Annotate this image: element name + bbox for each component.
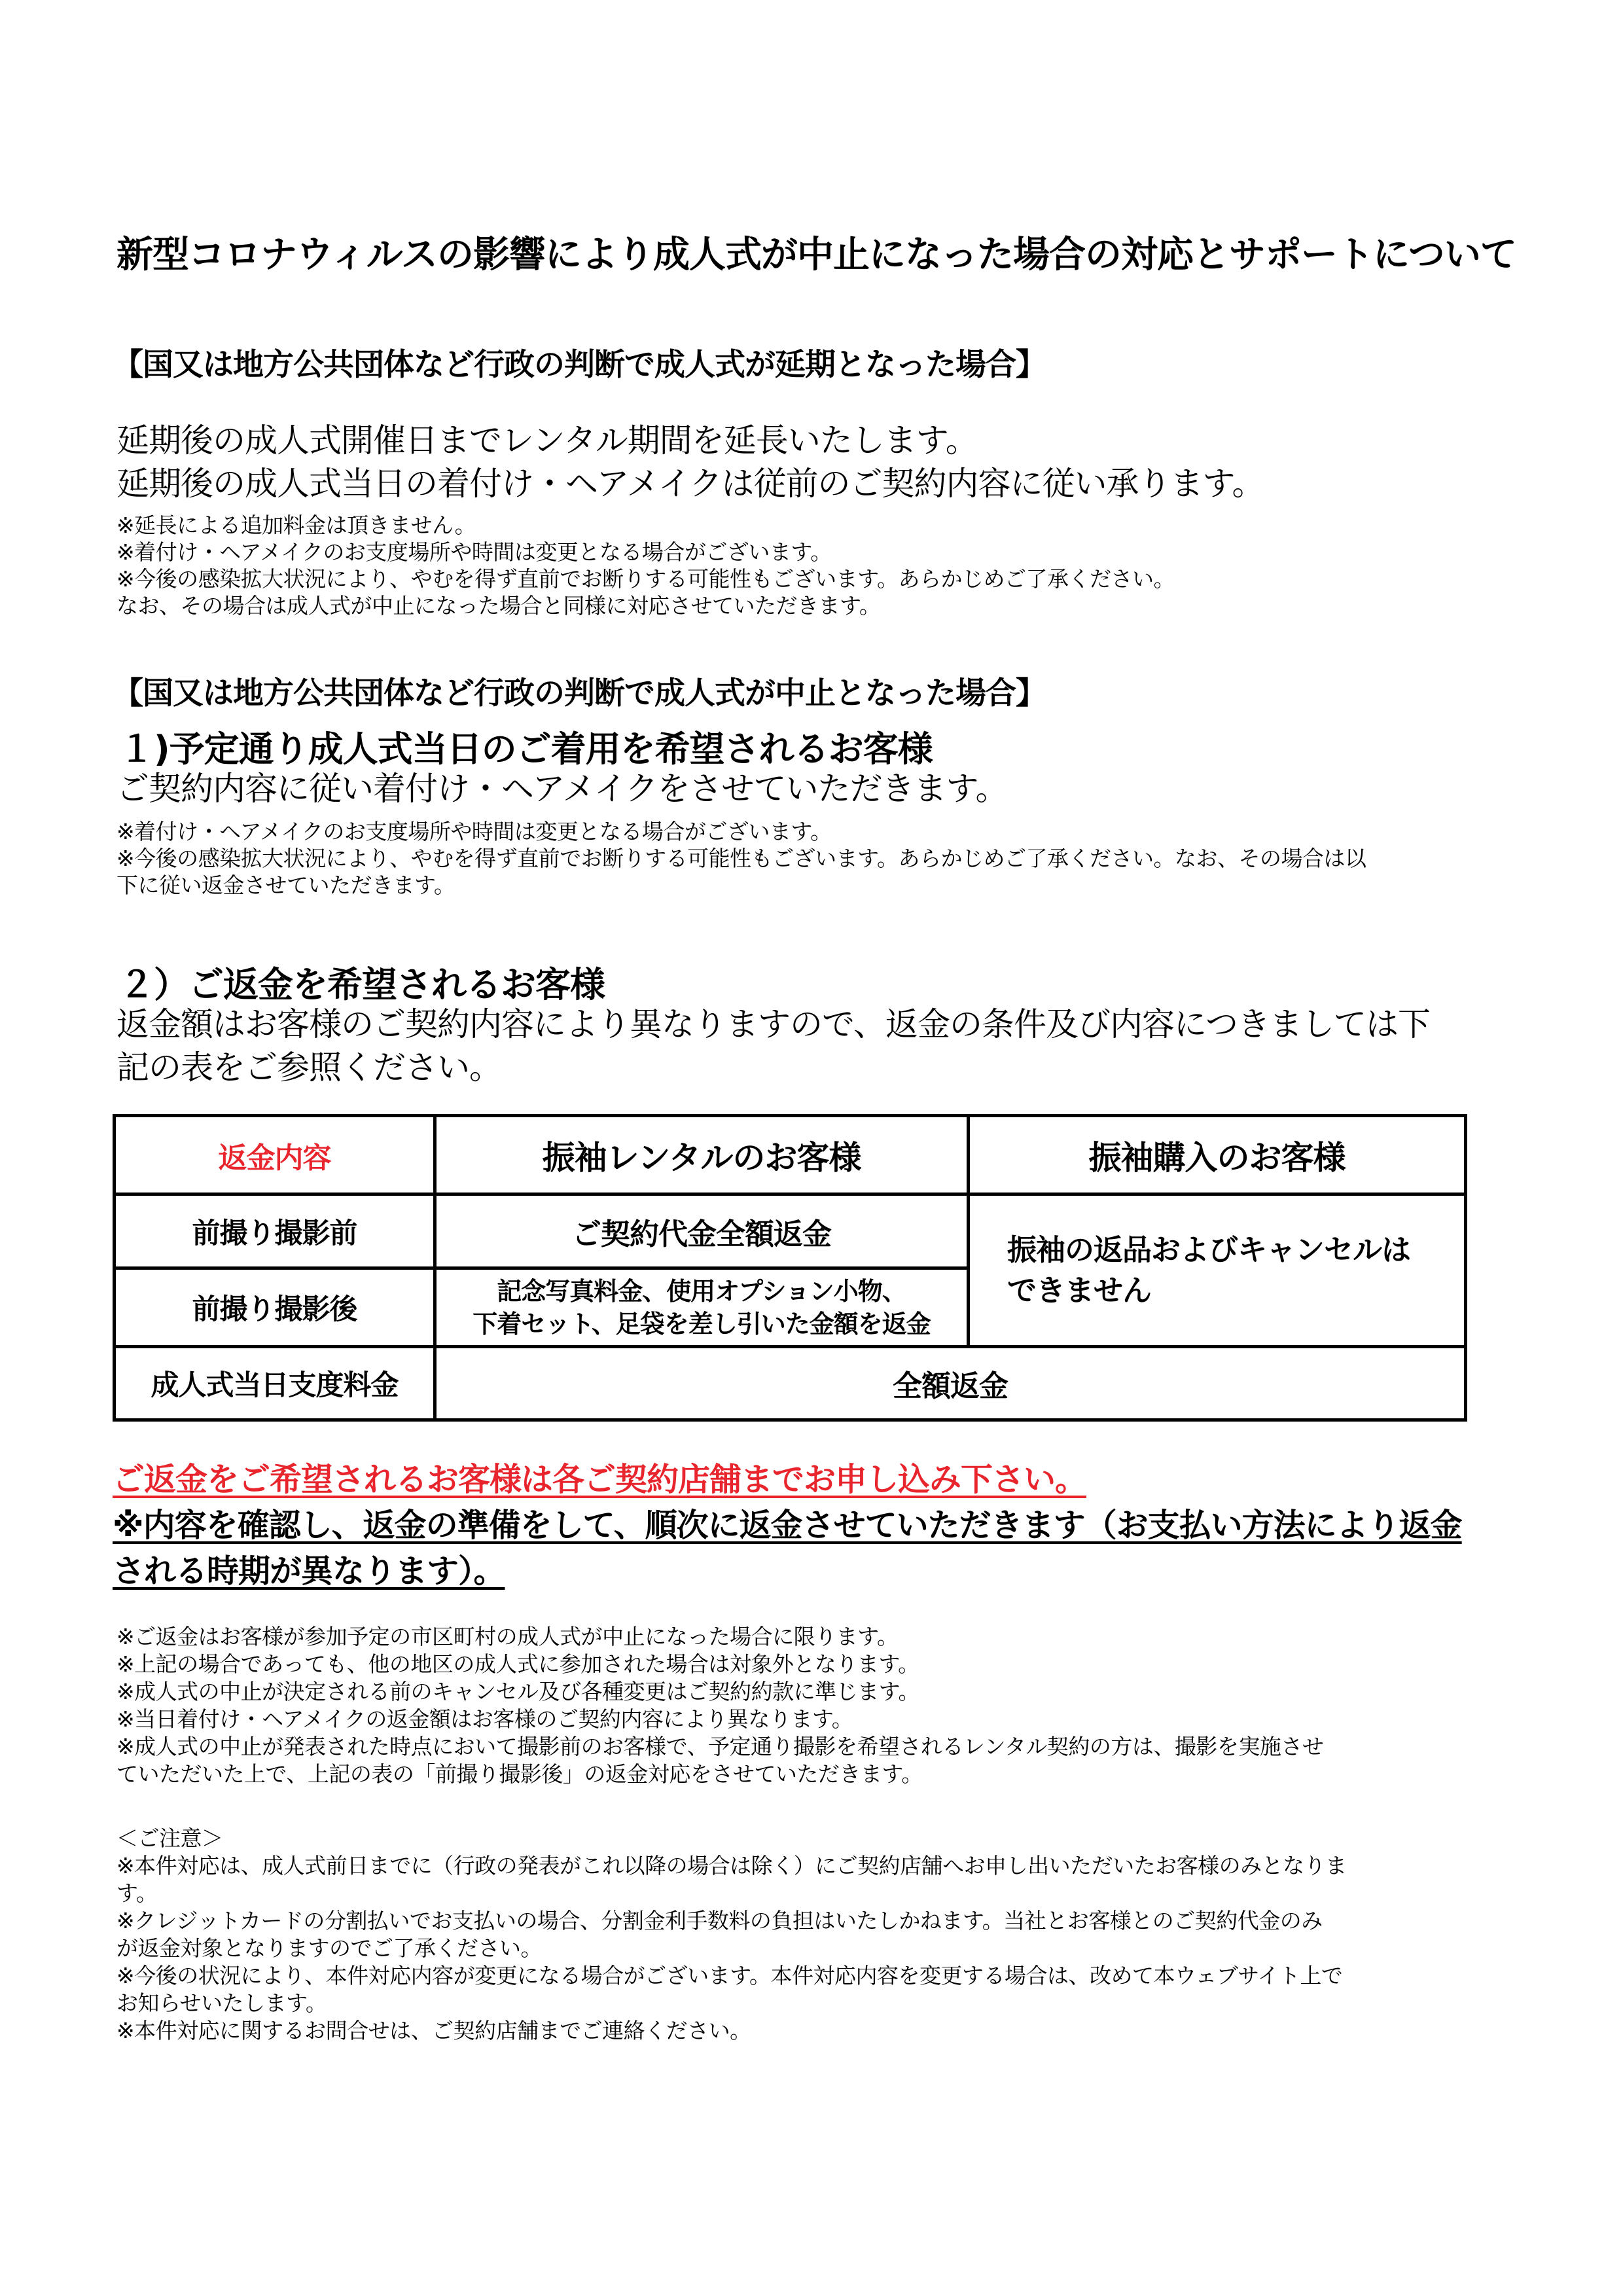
wear-note-3: 下に従い返金させていただきます。 — [116, 872, 455, 898]
section-heading-cancelled: 【国又は地方公共団体など行政の判断で成人式が中止となった場合】 — [113, 675, 1046, 711]
postponed-note-3: ※今後の感染拡大状況により、やむを得ず直前でお断りする可能性もございます。あらかじめご了承ください。 — [116, 566, 1175, 592]
footnote-1: ※ご返金はお客様が参加予定の市区町村の成人式が中止になった場合に限ります。 — [116, 1624, 899, 1649]
wear-note-2: ※今後の感染拡大状況により、やむを得ず直前でお断りする可能性もございます。あらかじめご了承ください。なお、その場合は以 — [116, 846, 1366, 871]
subsection-heading-refund: ２）ご返金を希望されるお客様 — [119, 964, 605, 1005]
postponed-line-2: 延期後の成人式当日の着付け・ヘアメイクは従前のご契約内容に従い承ります。 — [116, 465, 1264, 503]
table-row-label-after-shoot: 前撮り撮影後 — [192, 1293, 357, 1326]
subsection-heading-wear: １)予定通り成人式当日のご着用を希望されるお客様 — [119, 728, 933, 770]
table-header-rental: 振袖レンタルのお客様 — [542, 1138, 861, 1177]
footnote-2: ※上記の場合であっても、他の地区の成人式に参加された場合は対象外となります。 — [116, 1651, 919, 1677]
caution-line-6: お知らせいたします。 — [116, 1990, 327, 2016]
wear-note-1: ※着付け・ヘアメイクのお支度場所や時間は変更となる場合がございます。 — [116, 819, 832, 844]
footnote-5: ※成人式の中止が発表された時点において撮影前のお客様で、予定通り撮影を希望されるレンタル契約の方は、撮影を実施させ — [116, 1734, 1324, 1759]
table-row-label-ceremony-day: 成人式当日支度料金 — [151, 1369, 399, 1402]
caution-heading: ＜ご注意＞ — [116, 1825, 223, 1851]
section-heading-postponed: 【国又は地方公共団体など行政の判断で成人式が延期となった場合】 — [113, 347, 1046, 383]
notice-refund-line-2: される時期が異なります）。 — [113, 1552, 505, 1590]
caution-line-1: ※本件対応は、成人式前日までに（行政の発表がこれ以降の場合は除く）にご契約店舗へお申し出いただいたお客様のみとなりま — [116, 1853, 1347, 1878]
table-header-refund-content: 返金内容 — [218, 1141, 331, 1175]
refund-table — [113, 1114, 1467, 1422]
table-cell-ceremony-day: 全額返金 — [892, 1369, 1008, 1403]
postponed-line-1: 延期後の成人式開催日までレンタル期間を延長いたします。 — [116, 422, 978, 459]
notice-apply-line: ご返金をご希望されるお客様は各ご契約店舗までお申し込み下さい。 — [113, 1461, 1087, 1498]
table-row-label-before-shoot: 前撮り撮影前 — [192, 1217, 357, 1250]
footnote-3: ※成人式の中止が決定される前のキャンセル及び各種変更はご契約約款に準じます。 — [116, 1679, 920, 1704]
footnote-6: ていただいた上で、上記の表の「前撮り撮影後」の返金対応をさせていただきます。 — [116, 1761, 923, 1787]
refund-line-2: 記の表をご参照ください。 — [116, 1049, 501, 1086]
caution-line-2: す。 — [116, 1880, 158, 1906]
caution-line-3: ※クレジットカードの分割払いでお支払いの場合、分割金利手数料の負担はいたしかねます。当社とお客様とのご契約代金のみ — [116, 1908, 1323, 1933]
page-title: 新型コロナウィルスの影響により成人式が中止になった場合の対応とサポートについて — [116, 234, 1516, 276]
purchase-line-2: できません — [1007, 1273, 1152, 1308]
table-header-purchase: 振袖購入のお客様 — [1088, 1138, 1346, 1177]
rental-after-shoot-line-2: 下着セット、足袋を差し引いた金額を返金 — [473, 1309, 931, 1338]
purchase-line-1: 振袖の返品およびキャンセルは — [1007, 1232, 1411, 1267]
postponed-note-4: なお、その場合は成人式が中止になった場合と同様に対応させていただきます。 — [116, 593, 881, 619]
footnote-4: ※当日着付け・ヘアメイクの返金額はお客様のご契約内容により異なります。 — [116, 1706, 853, 1732]
caution-line-7: ※本件対応に関するお問合せは、ご契約店舗までご連絡ください。 — [116, 2018, 751, 2043]
table-cell-purchase — [1007, 1196, 1452, 1345]
caution-line-5: ※今後の状況により、本件対応内容が変更になる場合がございます。本件対応内容を変更する場合は、改めて本ウェブサイト上で — [116, 1963, 1343, 1988]
refund-line-1: 返金額はお客様のご契約内容により異なりますので、返金の条件及び内容につきましては下 — [116, 1005, 1430, 1043]
table-cell-rental-before-shoot: ご契約代金全額返金 — [571, 1216, 831, 1251]
wear-line: ご契約内容に従い着付け・ヘアメイクをさせていただきます。 — [116, 770, 1008, 808]
postponed-note-2: ※着付け・ヘアメイクのお支度場所や時間は変更となる場合がございます。 — [116, 539, 832, 565]
rental-after-shoot-line-1: 記念写真料金、使用オプション小物、 — [497, 1276, 906, 1306]
notice-refund-line-1: ※内容を確認し、返金の準備をして、順次に返金させていただきます（お支払い方法により返金 — [113, 1507, 1462, 1544]
caution-line-4: が返金対象となりますのでご了承ください。 — [116, 1935, 542, 1961]
table-cell-rental-after-shoot — [437, 1270, 967, 1345]
postponed-note-1: ※延長による追加料金は頂きません。 — [116, 512, 476, 538]
